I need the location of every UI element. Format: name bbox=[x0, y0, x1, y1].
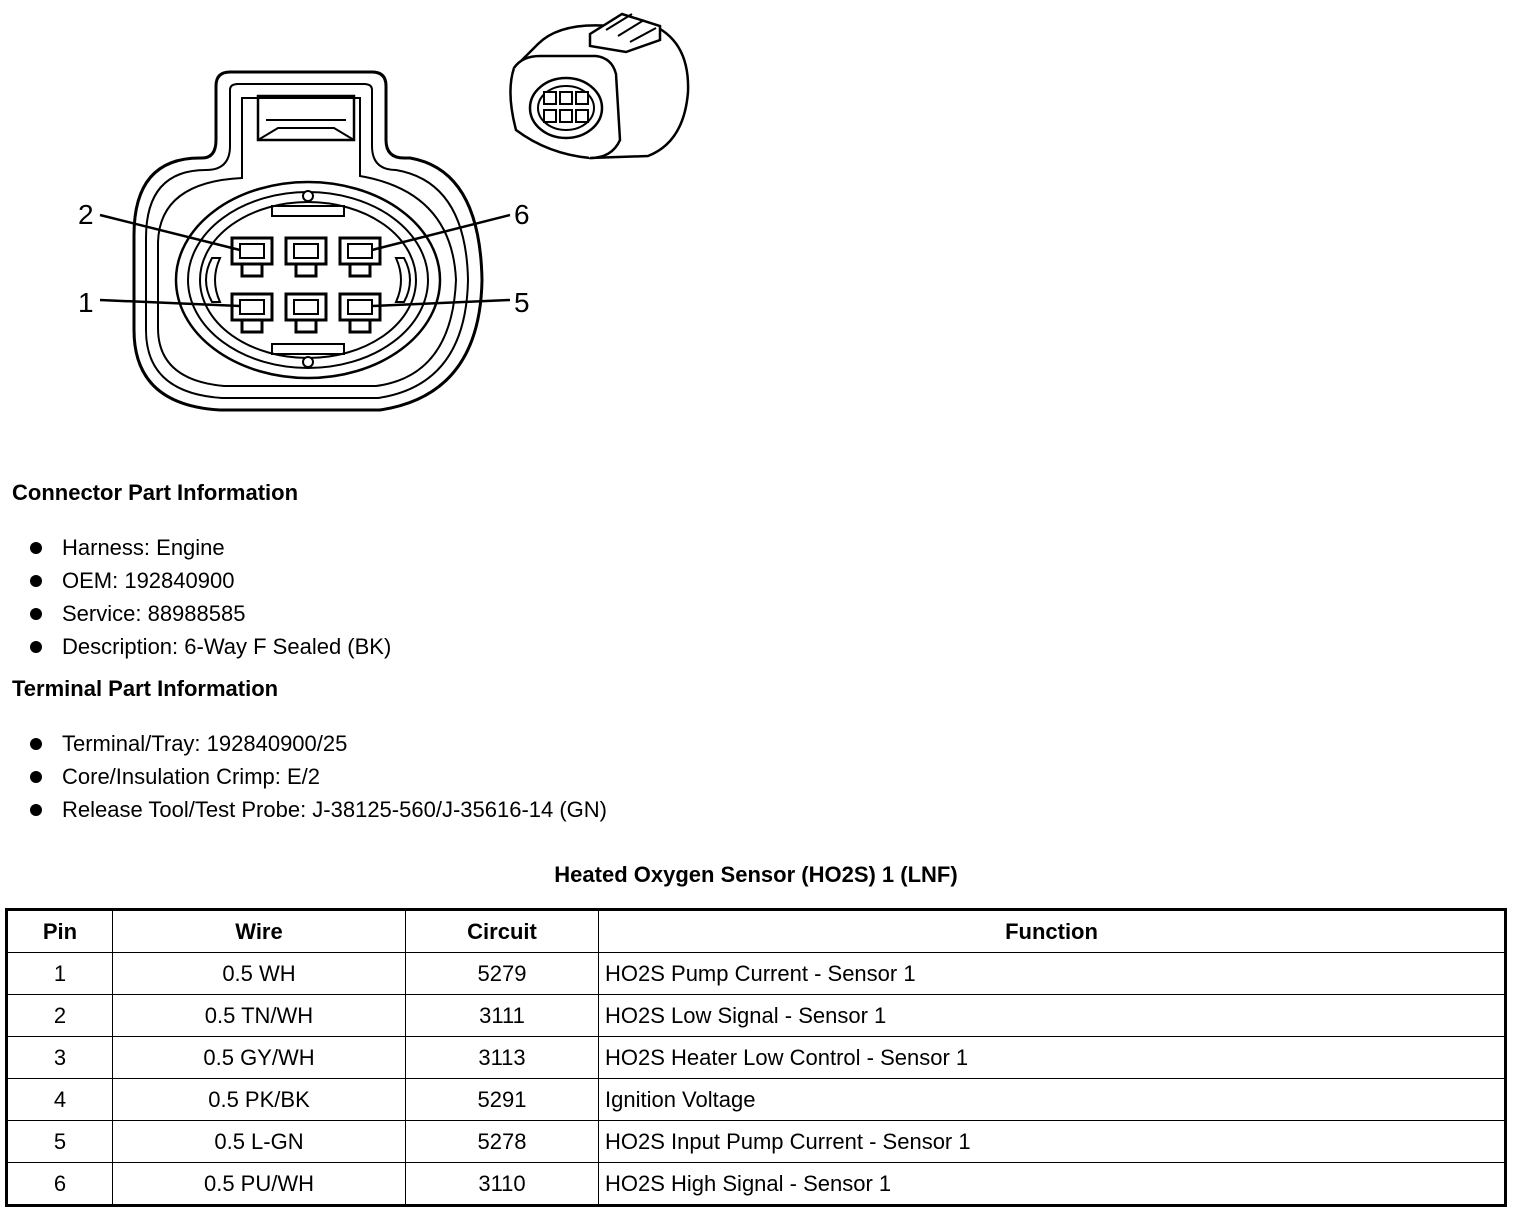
function-cell: HO2S Low Signal - Sensor 1 bbox=[599, 995, 1506, 1037]
connector-info-title: Connector Part Information bbox=[12, 480, 299, 505]
circuit-cell: 3110 bbox=[406, 1163, 599, 1206]
list-item: Harness: Engine bbox=[28, 531, 391, 564]
table-row bbox=[7, 953, 1506, 995]
pin-cell: 4 bbox=[7, 1079, 113, 1121]
wire-cell: 0.5 L-GN bbox=[113, 1121, 406, 1163]
circuit-cell: 5279 bbox=[406, 953, 599, 995]
pin-cell: 3 bbox=[7, 1037, 113, 1079]
table-row bbox=[7, 1079, 1506, 1121]
table-row bbox=[7, 995, 1506, 1037]
function-cell: Ignition Voltage bbox=[599, 1079, 1506, 1121]
pin-label-1: 1 bbox=[78, 287, 94, 318]
table-title: Heated Oxygen Sensor (HO2S) 1 (LNF) bbox=[554, 862, 958, 887]
table-row bbox=[7, 1163, 1506, 1206]
column-header-wire: Wire bbox=[113, 910, 406, 953]
terminal-info-list bbox=[28, 727, 607, 826]
pin-cell: 1 bbox=[7, 953, 113, 995]
connector-diagram bbox=[0, 0, 720, 440]
pin-label-5: 5 bbox=[514, 287, 530, 318]
table-header-row bbox=[7, 910, 1506, 953]
wire-cell: 0.5 PK/BK bbox=[113, 1079, 406, 1121]
function-cell: HO2S Pump Current - Sensor 1 bbox=[599, 953, 1506, 995]
table-row bbox=[7, 1037, 1506, 1079]
list-item: Description: 6-Way F Sealed (BK) bbox=[28, 630, 391, 663]
wire-cell: 0.5 PU/WH bbox=[113, 1163, 406, 1206]
list-item: Release Tool/Test Probe: J-38125-560/J-35616-14 (GN) bbox=[28, 793, 607, 826]
terminal-info-title: Terminal Part Information bbox=[12, 676, 279, 701]
circuit-cell: 3111 bbox=[406, 995, 599, 1037]
circuit-cell: 3113 bbox=[406, 1037, 599, 1079]
list-item: Core/Insulation Crimp: E/2 bbox=[28, 760, 607, 793]
pin-cell: 6 bbox=[7, 1163, 113, 1206]
table-row bbox=[7, 1121, 1506, 1163]
circuit-cell: 5278 bbox=[406, 1121, 599, 1163]
list-item: Terminal/Tray: 192840900/25 bbox=[28, 727, 607, 760]
list-item: Service: 88988585 bbox=[28, 597, 391, 630]
terminal-cavities bbox=[232, 238, 380, 332]
pin-cell: 2 bbox=[7, 995, 113, 1037]
column-header-function: Function bbox=[599, 910, 1506, 953]
pinout-table bbox=[5, 908, 1507, 1207]
pin-label-2: 2 bbox=[78, 199, 94, 230]
wire-cell: 0.5 TN/WH bbox=[113, 995, 406, 1037]
list-item: OEM: 192840900 bbox=[28, 564, 391, 597]
connector-info-list bbox=[28, 531, 391, 663]
wire-cell: 0.5 GY/WH bbox=[113, 1037, 406, 1079]
connector-3d-view bbox=[510, 14, 688, 158]
column-header-pin: Pin bbox=[7, 910, 113, 953]
function-cell: HO2S Input Pump Current - Sensor 1 bbox=[599, 1121, 1506, 1163]
pin-cell: 5 bbox=[7, 1121, 113, 1163]
function-cell: HO2S Heater Low Control - Sensor 1 bbox=[599, 1037, 1506, 1079]
circuit-cell: 5291 bbox=[406, 1079, 599, 1121]
function-cell: HO2S High Signal - Sensor 1 bbox=[599, 1163, 1506, 1206]
column-header-circuit: Circuit bbox=[406, 910, 599, 953]
wire-cell: 0.5 WH bbox=[113, 953, 406, 995]
pin-label-6: 6 bbox=[514, 199, 530, 230]
